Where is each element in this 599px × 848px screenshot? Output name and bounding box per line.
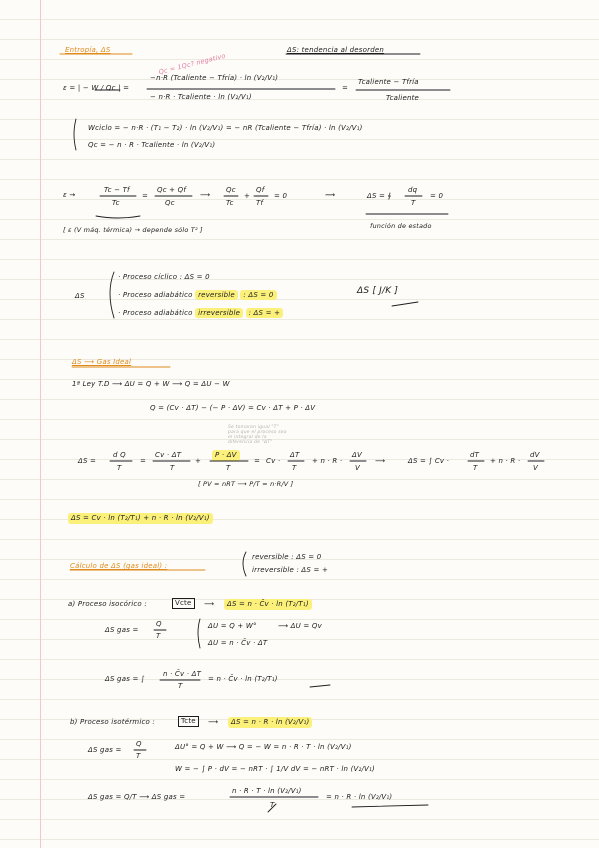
rev-condition: reversible : ΔS = 0	[252, 553, 322, 561]
isothermal-final-lhs: ΔS gas = Q/T ⟶ ΔS gas =	[88, 793, 186, 801]
ds-frac5-den: V	[355, 464, 360, 472]
ds-processes-label: ΔS	[75, 292, 85, 300]
ds-frac7-num: dV	[530, 451, 540, 459]
process-ciclico: · Proceso cíclico : ΔS = 0	[118, 273, 210, 281]
isothermal-final-rhs: = n · R · ln (V₂/V₁)	[326, 793, 393, 801]
eps-frac1-num: Tc − Tf	[104, 186, 130, 194]
eps-frac4-den: Tf	[256, 199, 264, 207]
eps-ds: ΔS = ∮	[367, 192, 392, 200]
efficiency-equals: =	[342, 84, 349, 92]
eps-plus: +	[244, 192, 251, 200]
margin-line	[40, 0, 41, 848]
eps-frac2-den: Qc	[165, 199, 175, 207]
efficiency-result-denominator: Tcaliente	[386, 94, 420, 102]
state-function-label: función de estado	[370, 222, 432, 230]
isocoric-du1-result: ⟶ ΔU = Qv	[278, 622, 322, 630]
isocoric-arrow: ⟶	[204, 600, 215, 608]
eps-arrow: ε →	[63, 191, 76, 199]
efficiency-lhs: ε = | − W / Qc | =	[63, 84, 130, 92]
isocoric-integral: ΔS gas = ∫	[105, 675, 145, 683]
negative-scribble: Qc = 1Qc? negativo	[157, 51, 227, 77]
isothermal-label: b) Proceso isotérmico :	[70, 718, 155, 726]
eps-frac5-num: dq	[408, 186, 418, 194]
isocoric-frac-num: Q	[156, 620, 162, 628]
isocoric-du1: ΔU = Q + W°	[208, 622, 257, 630]
isothermal-ds-gas: ΔS gas =	[88, 746, 122, 754]
heat-expression: Q = (Cv · ΔT) − (− P · ΔV) = Cv · ΔT + P · ΔV	[150, 404, 316, 412]
ds-frac6-num: dT	[470, 451, 480, 459]
isocoric-du2: ΔU = n · C̄v · ΔT	[208, 639, 268, 647]
isocoric-result: ΔS = n · C̄v · ln (T₂/T₁)	[224, 599, 312, 610]
eps-wave-arrow: ⟿	[325, 191, 336, 199]
ideal-gas-note: [ PV = nRT ⟶ P/T = n·R/V ]	[198, 480, 294, 488]
ds-frac5-num: ΔV	[352, 451, 362, 459]
ds-result-highlight: ΔS = Cv · ln (T₂/T₁) + n · R · ln (V₂/V₁)	[68, 513, 213, 524]
ds-eq2: =	[254, 457, 261, 465]
ds-frac2-num: Cv · ΔT	[155, 451, 182, 459]
isothermal-result: ΔS = n · R · ln (V₂/V₁)	[228, 717, 312, 728]
isothermal-work: W = − ∫ P · dV = − nRT · ∫ 1/V dV = − nRT · ln (V₂/V₁)	[175, 765, 375, 773]
isocoric-int-den: T	[178, 682, 183, 690]
desorden-note: ΔS: tendencia al desorden	[287, 46, 385, 54]
eps-note: [ ε (V máq. térmica) → depende sólo T² ]	[63, 226, 203, 234]
isothermal-frac-num: Q	[136, 740, 142, 748]
isocoric-frac-den: T	[156, 632, 161, 640]
isocoric-int-num: n · C̄v · ΔT	[163, 670, 202, 678]
ds-frac3-den: T	[226, 464, 231, 472]
eps-arrow-2: ⟶	[200, 191, 211, 199]
eps-frac5-den: T	[411, 199, 416, 207]
ds-cv: Cv ·	[266, 457, 281, 465]
efficiency-result-numerator: Tcaliente − Tfría	[358, 78, 419, 86]
isothermal-final-num: n · R · T · ln (V₂/V₁)	[232, 787, 302, 795]
ds-frac2-den: T	[170, 464, 175, 472]
ds-eq1: =	[140, 457, 147, 465]
isocoric-ds-gas: ΔS gas =	[105, 626, 139, 634]
eps-frac2-num: Qc + Qf	[157, 186, 187, 194]
ds-derivation-start: ΔS =	[78, 457, 97, 465]
ds-arrow: ⟶	[375, 457, 386, 465]
isocoric-int-result: = n · C̄v · ln (T₂/T₁)	[208, 675, 278, 683]
ds-plus1: +	[195, 457, 202, 465]
process-adiabatico-irrev: · Proceso adiabático irreversible : ΔS = +	[118, 309, 283, 318]
entropy-units: ΔS [ J/K ]	[357, 286, 399, 296]
ds-integral: ΔS = ∫ Cv ·	[408, 457, 450, 465]
efficiency-numerator: −n·R (Tcaliente − Tfría) · ln (V₂/V₁)	[150, 74, 279, 82]
ds-frac4-den: T	[292, 464, 297, 472]
isothermal-du: ΔU° = Q + W ⟶ Q = − W = n · R · T · ln (V₂/V₁)	[175, 743, 352, 751]
vcte-box: Vcte	[172, 598, 195, 609]
efficiency-denominator: − n·R · Tcaliente · ln (V₂/V₁)	[150, 93, 252, 101]
eps-zero-2: = 0	[430, 192, 444, 200]
wciclo-formula: Wciclo = − n·R · (T₁ − T₂) · ln (V₂/V₁) = − nR (Tcaliente − Tfría) · ln (V₂/V₁)	[88, 124, 363, 132]
section-title-calculo: Cálculo de ΔS (gas ideal) :	[70, 562, 168, 570]
eps-zero: = 0	[274, 192, 288, 200]
process-adiabatico-rev: · Proceso adiabático reversible : ΔS = 0	[118, 291, 277, 300]
ds-frac6-den: T	[473, 464, 478, 472]
eps-frac1-den: Tc	[112, 199, 120, 207]
ds-nr: + n · R ·	[312, 457, 343, 465]
eps-frac4-num: Qf	[256, 186, 265, 194]
isothermal-frac-den: T	[136, 752, 141, 760]
faint-note: Se tomaron igual "T" para que el proceso sea el integral de la diferencia de "ΔT"	[228, 425, 287, 445]
tcte-box: Tcte	[178, 716, 199, 727]
ds-frac4-num: ΔT	[290, 451, 300, 459]
qc-formula: Qc = − n · R · Tcaliente · ln (V₂/V₁)	[88, 141, 216, 149]
first-law: 1ª Ley T.D ⟶ ΔU = Q + W ⟶ Q = ΔU − W	[72, 380, 230, 388]
irrev-condition: irreversible : ΔS = +	[252, 566, 329, 574]
eps-frac3-den: Tc	[226, 199, 234, 207]
eps-equals: =	[142, 192, 149, 200]
ds-frac3-num: P · ΔV	[212, 450, 240, 461]
ds-frac1-num: d Q	[113, 451, 126, 459]
section-title-entropia: Entropía, ΔS	[65, 46, 111, 54]
eps-frac3-num: Qc	[226, 186, 236, 194]
ds-frac1-den: T	[117, 464, 122, 472]
isothermal-arrow: ⟶	[208, 718, 219, 726]
isothermal-final-den: T	[270, 801, 275, 809]
isocoric-label: a) Proceso isocórico :	[68, 600, 147, 608]
section-title-gas-ideal: ΔS ⟶ Gas Ideal	[72, 358, 132, 366]
ds-frac7-den: V	[533, 464, 538, 472]
ds-nr-2: + n · R ·	[490, 457, 521, 465]
